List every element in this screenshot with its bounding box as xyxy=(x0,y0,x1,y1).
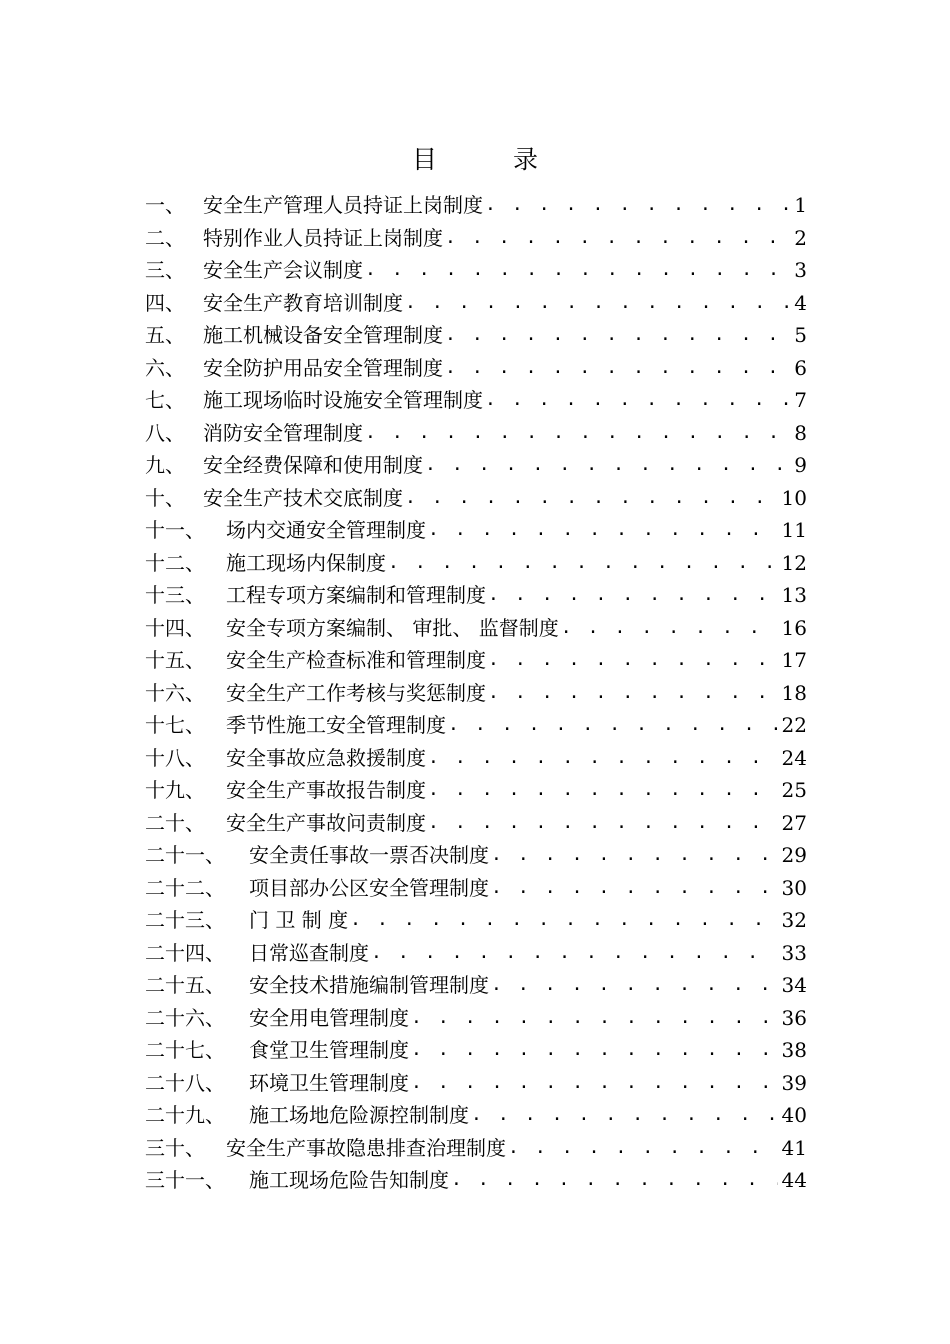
toc-entry[interactable] xyxy=(145,644,807,677)
toc-entry-page-number: 10 xyxy=(781,485,807,510)
toc-entry-page-number: 11 xyxy=(781,518,807,543)
toc-entry[interactable] xyxy=(145,904,807,937)
toc-entry-title: 施工机械设备安全管理制度 xyxy=(203,323,443,348)
toc-entry[interactable] xyxy=(145,547,807,580)
toc-entry-number: 二十一、 xyxy=(145,843,225,868)
toc-entry-number: 十三、 xyxy=(145,583,205,608)
toc-entry-title: 环境卫生管理制度 xyxy=(249,1070,409,1095)
toc-entry-title: 安全生产工作考核与奖惩制度 xyxy=(226,680,486,705)
toc-entry-number: 十九、 xyxy=(145,778,205,803)
toc-entry-page-number: 18 xyxy=(781,680,807,705)
toc-entry-title: 安全专项方案编制、 审批、 监督制度 xyxy=(226,615,559,640)
toc-entry-page-number: 5 xyxy=(794,323,807,348)
toc-entry[interactable] xyxy=(145,189,807,222)
toc-entry-page-number: 2 xyxy=(794,225,807,250)
toc-leader-dots xyxy=(491,872,778,904)
toc-entry-page-number: 39 xyxy=(781,1070,807,1095)
toc-entry-title: 日常巡查制度 xyxy=(249,940,369,965)
toc-entry-number: 十一、 xyxy=(145,518,205,543)
toc-entry-number: 三、 xyxy=(145,258,185,283)
toc-entry-page-number: 30 xyxy=(781,875,807,900)
toc-entry[interactable] xyxy=(145,677,807,710)
toc-entry-title: 特别作业人员持证上岗制度 xyxy=(203,225,443,250)
toc-leader-dots xyxy=(445,352,790,384)
toc-entry-number: 八、 xyxy=(145,420,185,445)
toc-entry-title: 安全生产事故报告制度 xyxy=(226,778,426,803)
toc-entry[interactable] xyxy=(145,969,807,1002)
toc-entry-title: 安全生产技术交底制度 xyxy=(203,485,403,510)
toc-entry-page-number: 16 xyxy=(781,615,807,640)
toc-leader-dots xyxy=(428,742,778,774)
toc-entry-number: 三十、 xyxy=(145,1135,205,1160)
toc-leader-dots xyxy=(365,417,790,449)
toc-entry-title: 食堂卫生管理制度 xyxy=(249,1038,409,1063)
toc-entry-page-number: 25 xyxy=(781,778,807,803)
toc-entry-page-number: 6 xyxy=(794,355,807,380)
toc-entry-title: 施工现场危险告知制度 xyxy=(249,1168,449,1193)
toc-entry-page-number: 17 xyxy=(781,648,807,673)
toc-entry-number: 六、 xyxy=(145,355,185,380)
toc-leader-dots xyxy=(388,547,778,579)
toc-entry-number: 二十六、 xyxy=(145,1005,225,1030)
toc-entry[interactable] xyxy=(145,482,807,515)
toc-entry-title: 施工现场内保制度 xyxy=(226,550,386,575)
toc-entry-number: 十、 xyxy=(145,485,185,510)
toc-entry[interactable] xyxy=(145,514,807,547)
toc-leader-dots xyxy=(428,514,778,546)
toc-leader-dots xyxy=(405,482,778,514)
toc-entry-page-number: 29 xyxy=(781,843,807,868)
toc-entry-page-number: 7 xyxy=(794,388,807,413)
toc-entry-title: 安全生产管理人员持证上岗制度 xyxy=(203,193,483,218)
toc-entry[interactable] xyxy=(145,319,807,352)
toc-entry[interactable] xyxy=(145,352,807,385)
toc-entry-number: 七、 xyxy=(145,388,185,413)
toc-entry-number: 二十七、 xyxy=(145,1038,225,1063)
toc-entry[interactable] xyxy=(145,254,807,287)
toc-leader-dots xyxy=(371,937,778,969)
toc-entry-page-number: 9 xyxy=(794,453,807,478)
toc-entry-title: 安全生产教育培训制度 xyxy=(203,290,403,315)
toc-leader-dots xyxy=(428,774,778,806)
toc-entry-page-number: 41 xyxy=(781,1135,807,1160)
toc-leader-dots xyxy=(508,1132,778,1164)
toc-entry-number: 九、 xyxy=(145,453,185,478)
toc-entry-number: 二、 xyxy=(145,225,185,250)
toc-entry-number: 十七、 xyxy=(145,713,205,738)
toc-entry-page-number: 8 xyxy=(794,420,807,445)
toc-entry-page-number: 44 xyxy=(781,1168,807,1193)
toc-entry-number: 四、 xyxy=(145,290,185,315)
toc-entry-page-number: 27 xyxy=(781,810,807,835)
toc-entry-page-number: 4 xyxy=(794,290,807,315)
toc-entry-number: 十八、 xyxy=(145,745,205,770)
toc-entry[interactable] xyxy=(145,384,807,417)
toc-entry-title: 安全防护用品安全管理制度 xyxy=(203,355,443,380)
toc-entry[interactable] xyxy=(145,612,807,645)
toc-entry-number: 二十二、 xyxy=(145,875,225,900)
toc-entry-page-number: 32 xyxy=(781,908,807,933)
toc-leader-dots xyxy=(411,1002,778,1034)
toc-leader-dots xyxy=(561,612,778,644)
toc-leader-dots xyxy=(365,254,790,286)
toc-leader-dots xyxy=(491,839,778,871)
toc-entry-title: 安全生产事故问责制度 xyxy=(226,810,426,835)
toc-entry-page-number: 22 xyxy=(781,713,807,738)
toc-entry-title: 安全经费保障和使用制度 xyxy=(203,453,423,478)
toc-entry-title: 季节性施工安全管理制度 xyxy=(226,713,446,738)
toc-title: 目 录 xyxy=(412,145,572,174)
toc-entry-title: 项目部办公区安全管理制度 xyxy=(249,875,489,900)
toc-entry-number: 十四、 xyxy=(145,615,205,640)
toc-leader-dots xyxy=(485,189,790,221)
toc-entry-number: 五、 xyxy=(145,323,185,348)
toc-leader-dots xyxy=(485,384,790,416)
toc-entry-page-number: 38 xyxy=(781,1038,807,1063)
toc-entry-page-number: 12 xyxy=(781,550,807,575)
toc-entry[interactable] xyxy=(145,742,807,775)
toc-leader-dots xyxy=(405,287,790,319)
toc-leader-dots xyxy=(451,1164,778,1196)
toc-entry-number: 二十八、 xyxy=(145,1070,225,1095)
toc-entry-page-number: 40 xyxy=(781,1103,807,1128)
toc-entry-page-number: 3 xyxy=(794,258,807,283)
toc-entry[interactable] xyxy=(145,579,807,612)
toc-entry-page-number: 1 xyxy=(794,193,807,218)
toc-leader-dots xyxy=(428,807,778,839)
toc-leader-dots xyxy=(488,579,778,611)
toc-entry[interactable] xyxy=(145,1002,807,1035)
toc-entry[interactable] xyxy=(145,807,807,840)
toc-leader-dots xyxy=(350,904,777,936)
toc-entry[interactable] xyxy=(145,709,807,742)
toc-entry[interactable] xyxy=(145,1067,807,1100)
toc-entry[interactable] xyxy=(145,774,807,807)
toc-leader-dots xyxy=(488,644,778,676)
toc-entry-title: 安全生产事故隐患排查治理制度 xyxy=(226,1135,506,1160)
toc-entry-title: 安全事故应急救援制度 xyxy=(226,745,426,770)
toc-entry-title: 场内交通安全管理制度 xyxy=(226,518,426,543)
toc-entry-number: 一、 xyxy=(145,193,185,218)
toc-entry-title: 安全生产会议制度 xyxy=(203,258,363,283)
toc-entry-number: 二十九、 xyxy=(145,1103,225,1128)
toc-entry[interactable] xyxy=(145,1034,807,1067)
toc-entry-number: 二十五、 xyxy=(145,973,225,998)
toc-entry-number: 十六、 xyxy=(145,680,205,705)
toc-list xyxy=(145,189,807,1197)
toc-entry-number: 十五、 xyxy=(145,648,205,673)
toc-leader-dots xyxy=(471,1099,778,1131)
toc-entry[interactable] xyxy=(145,417,807,450)
toc-entry[interactable] xyxy=(145,839,807,872)
toc-leader-dots xyxy=(411,1067,778,1099)
toc-entry-title: 消防安全管理制度 xyxy=(203,420,363,445)
toc-entry-title: 安全技术措施编制管理制度 xyxy=(249,973,489,998)
toc-entry-number: 二十、 xyxy=(145,810,205,835)
toc-entry-number: 三十一、 xyxy=(145,1168,225,1193)
toc-entry[interactable] xyxy=(145,872,807,905)
toc-entry-title: 安全生产检查标准和管理制度 xyxy=(226,648,486,673)
toc-leader-dots xyxy=(411,1034,778,1066)
toc-entry-title: 门 卫 制 度 xyxy=(249,908,349,933)
toc-entry[interactable] xyxy=(145,449,807,482)
toc-entry-title: 施工现场临时设施安全管理制度 xyxy=(203,388,483,413)
toc-leader-dots xyxy=(445,319,790,351)
toc-leader-dots xyxy=(445,222,790,254)
toc-entry-title: 工程专项方案编制和管理制度 xyxy=(226,583,486,608)
toc-entry[interactable] xyxy=(145,1099,807,1132)
toc-entry-page-number: 13 xyxy=(781,583,807,608)
toc-leader-dots xyxy=(491,969,778,1001)
toc-entry[interactable] xyxy=(145,222,807,255)
toc-entry[interactable] xyxy=(145,287,807,320)
toc-leader-dots xyxy=(425,449,790,481)
toc-entry-number: 二十四、 xyxy=(145,940,225,965)
toc-leader-dots xyxy=(448,709,778,741)
toc-entry-number: 二十三、 xyxy=(145,908,225,933)
toc-entry-page-number: 24 xyxy=(781,745,807,770)
toc-entry-page-number: 33 xyxy=(781,940,807,965)
toc-leader-dots xyxy=(488,677,778,709)
toc-entry-page-number: 34 xyxy=(781,973,807,998)
toc-entry-title: 施工场地危险源控制制度 xyxy=(249,1103,469,1128)
toc-entry-page-number: 36 xyxy=(781,1005,807,1030)
toc-entry[interactable] xyxy=(145,1164,807,1197)
toc-entry-title: 安全用电管理制度 xyxy=(249,1005,409,1030)
toc-entry-number: 十二、 xyxy=(145,550,205,575)
toc-entry[interactable] xyxy=(145,1132,807,1165)
toc-entry-title: 安全责任事故一票否决制度 xyxy=(249,843,489,868)
toc-entry[interactable] xyxy=(145,937,807,970)
